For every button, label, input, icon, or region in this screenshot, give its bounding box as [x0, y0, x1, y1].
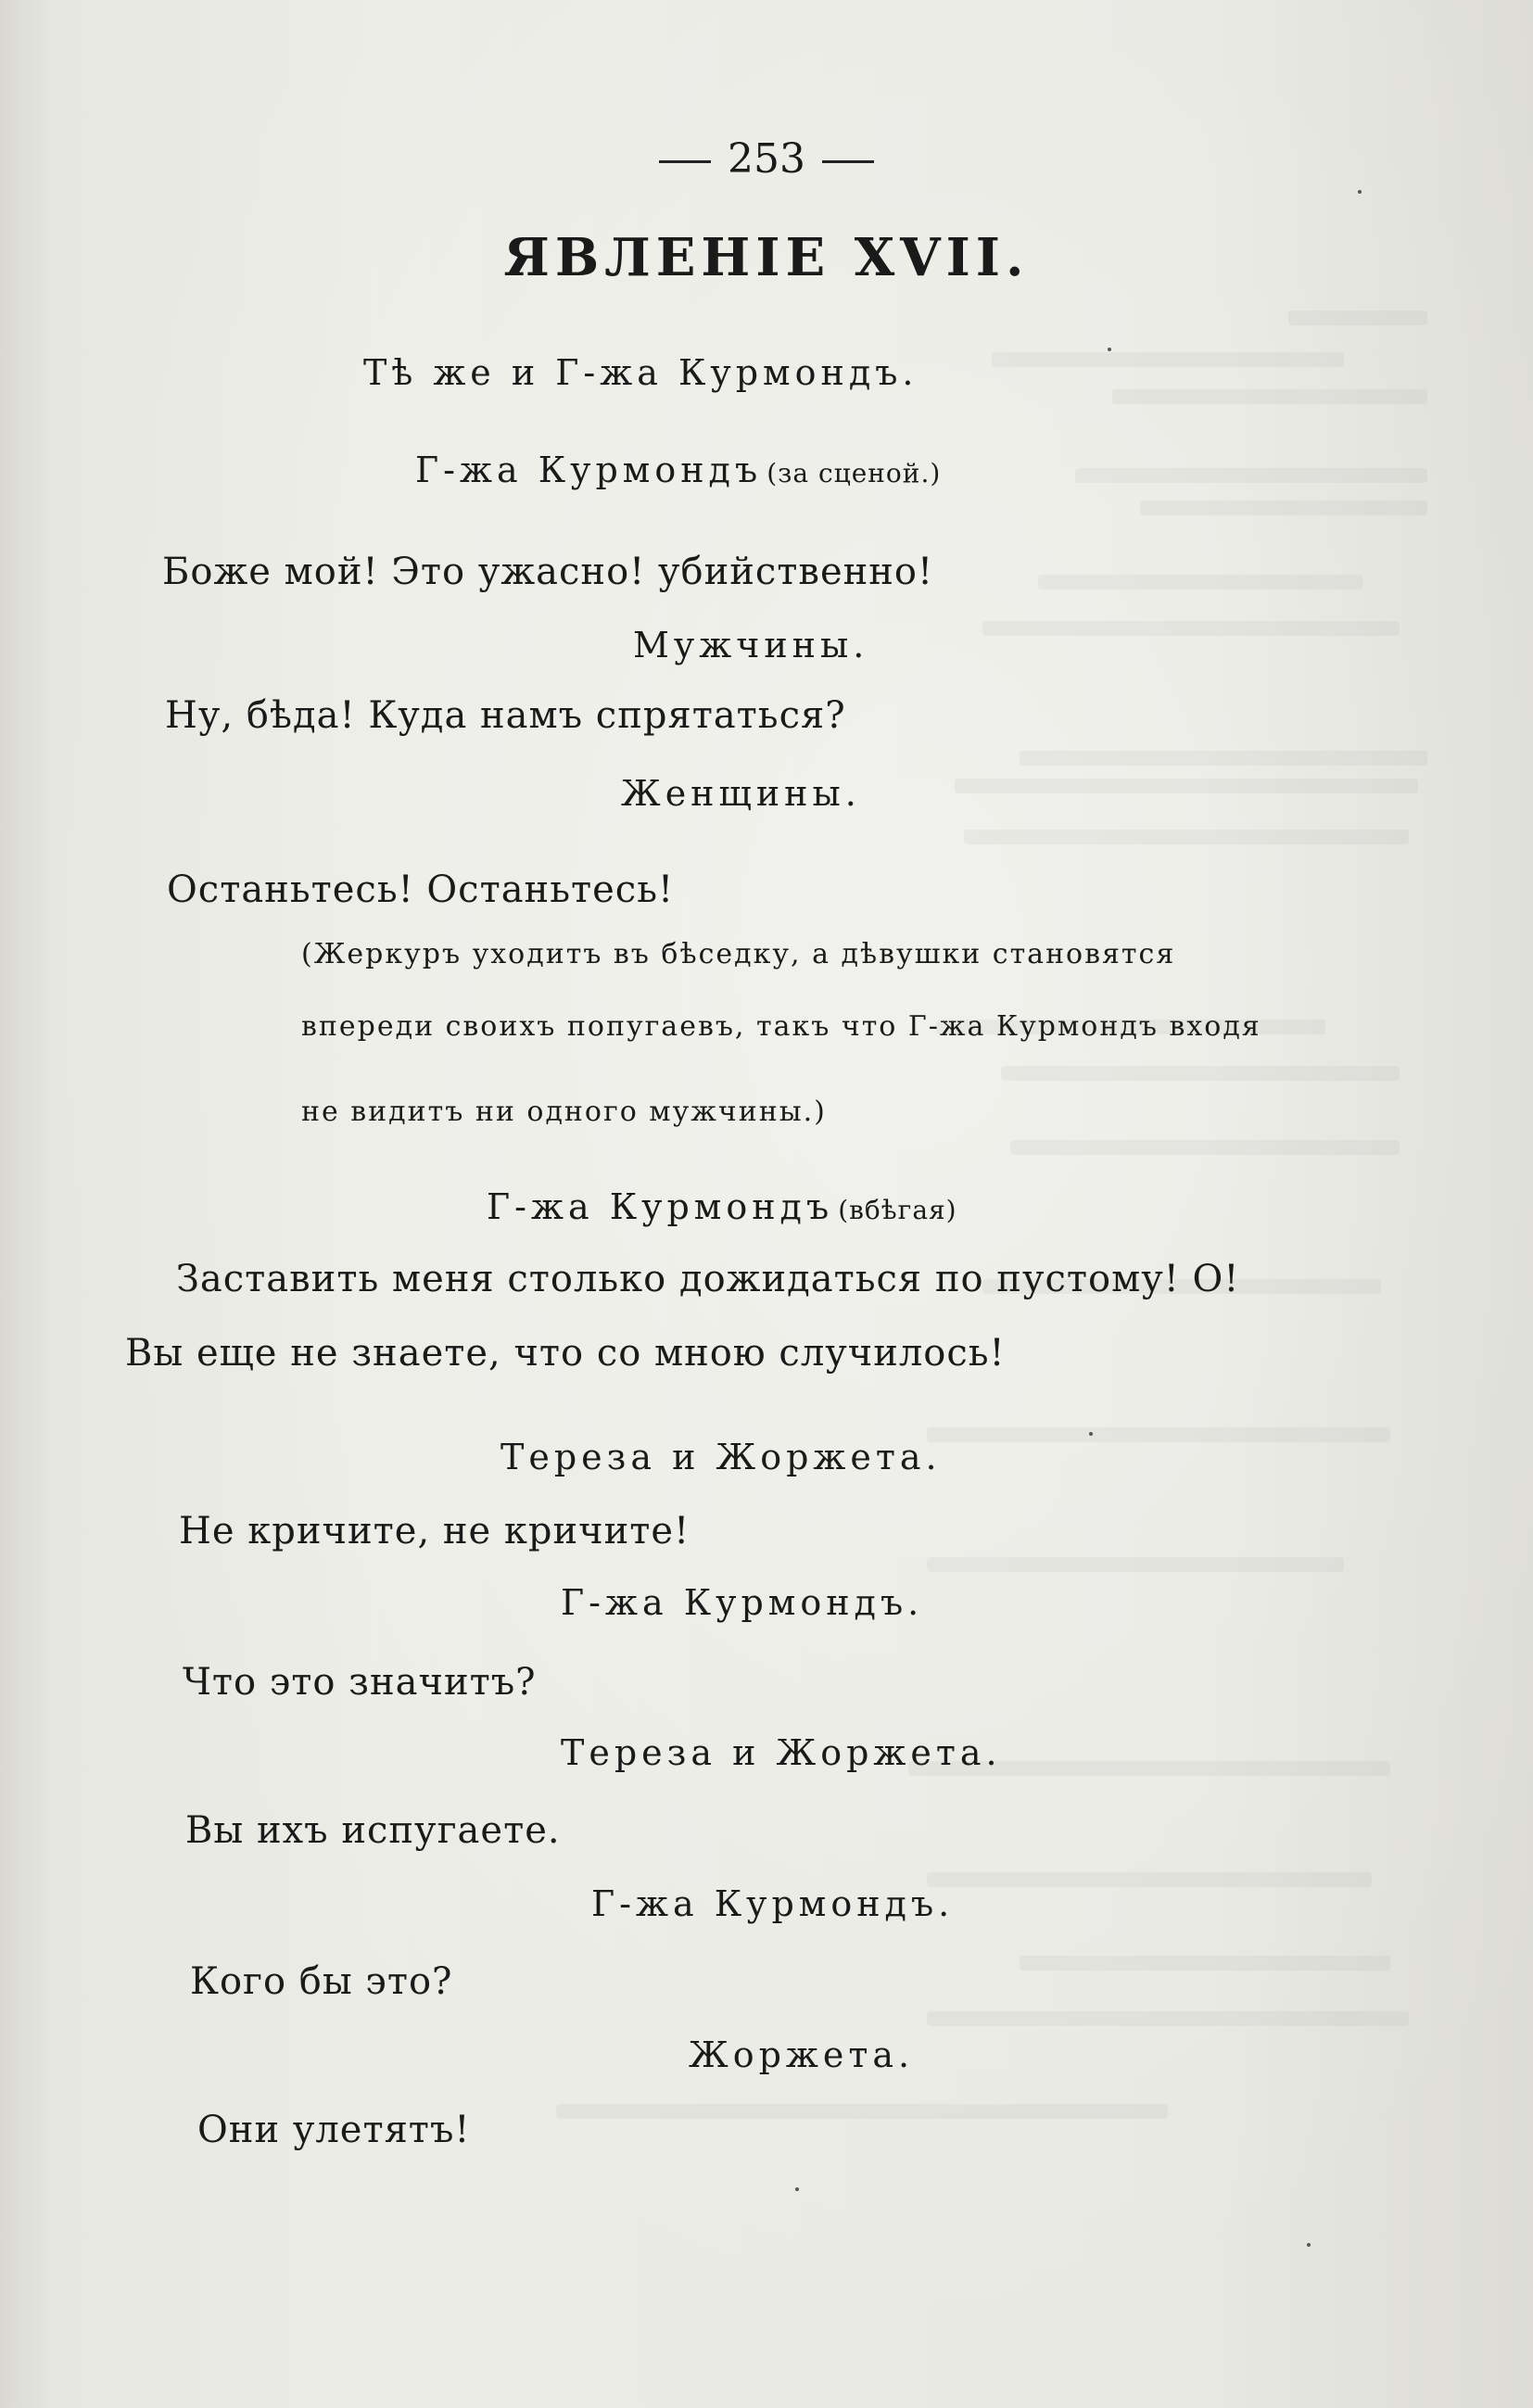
- speaker-name: Г-жа Курмондъ: [487, 1186, 834, 1227]
- dialogue-line: Вы еще не знаете, что со мною случилось!: [125, 1332, 1006, 1375]
- scan-speck: [795, 2187, 799, 2191]
- speaker-heading: [415, 452, 941, 488]
- dialogue-line: Вы ихъ испугаете.: [185, 1809, 561, 1852]
- speaker-heading: Жоржета.: [689, 2034, 915, 2075]
- speaker-heading: Тереза и Жоржета.: [500, 1437, 942, 1477]
- dialogue-line: Заставить меня столько дожидаться по пустому! О!: [176, 1258, 1240, 1300]
- dialogue-line: Кого бы это?: [190, 1960, 453, 2003]
- scan-speck: [1108, 348, 1111, 351]
- scan-speck: [1089, 1432, 1093, 1436]
- scene-title: ЯВЛЕНIЕ XVII.: [503, 227, 1030, 288]
- speaker-note: (вбѣгая): [838, 1195, 957, 1225]
- speaker-heading: [487, 1186, 957, 1227]
- dialogue-line: Останьтесь! Останьтесь!: [167, 868, 675, 911]
- speaker-note: (за сценой.): [766, 458, 942, 488]
- dialogue-line: Что это значитъ?: [183, 1661, 537, 1704]
- page-number-text: 253: [728, 135, 805, 183]
- dialogue-line: Ну, бѣда! Куда намъ спрятаться?: [165, 694, 846, 737]
- speaker-heading: Женщины.: [621, 773, 861, 814]
- dialogue-line: Боже мой! Это ужасно! убийственно!: [162, 551, 934, 593]
- stage-direction-line: не видитъ ни одного мужчины.): [301, 1096, 827, 1128]
- scan-speck: [1358, 190, 1362, 194]
- folio-dash-right: [822, 160, 874, 163]
- cast-line: Тѣ же и Г-жа Курмондъ.: [363, 352, 919, 393]
- stage-direction-line: впереди своихъ попугаевъ, такъ что Г-жа Курмондъ входя: [301, 1010, 1261, 1043]
- speaker-heading: Г-жа Курмондъ.: [591, 1883, 955, 1924]
- speaker-heading: Г-жа Курмондъ.: [561, 1582, 924, 1623]
- stage-direction-line: (Жеркуръ уходитъ въ бѣседку, а дѣвушки становятся: [301, 938, 1176, 970]
- speaker-heading: Мужчины.: [633, 625, 869, 665]
- dialogue-line: Они улетятъ!: [197, 2109, 471, 2151]
- speaker-name: Г-жа Курмондъ: [415, 450, 763, 490]
- scan-speck: [1307, 2243, 1311, 2247]
- speaker-heading: Тереза и Жоржета.: [561, 1732, 1002, 1773]
- folio-dash-left: [659, 160, 711, 163]
- page-number: [0, 135, 1533, 183]
- dialogue-line: Не кричите, не кричите!: [179, 1510, 690, 1553]
